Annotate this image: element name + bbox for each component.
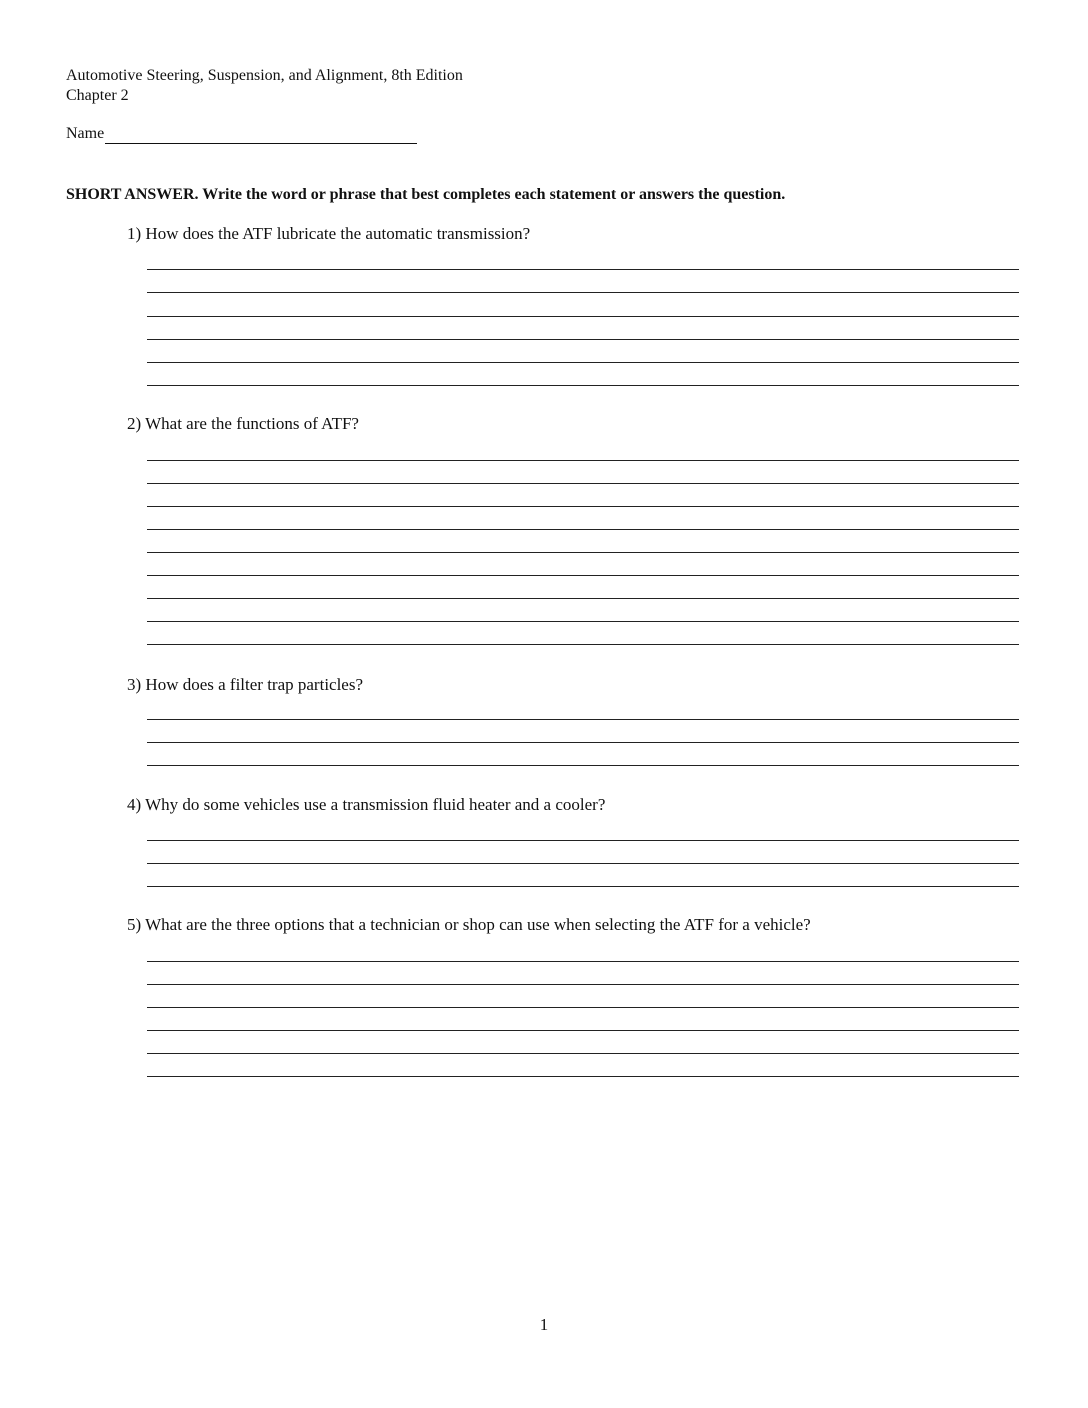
answer-line[interactable] [147, 483, 1019, 484]
answer-line[interactable] [147, 644, 1019, 645]
instructions: SHORT ANSWER. Write the word or phrase that best completes each statement or answers the question. [66, 186, 786, 203]
document-title: Automotive Steering, Suspension, and Alignment, 8th Edition [66, 67, 463, 84]
answer-line[interactable] [147, 529, 1019, 530]
answer-line[interactable] [147, 863, 1019, 864]
chapter-label: Chapter 2 [66, 87, 129, 104]
answer-line[interactable] [147, 598, 1019, 599]
answer-line[interactable] [147, 316, 1019, 317]
name-input-line[interactable] [105, 125, 417, 144]
answer-line[interactable] [147, 575, 1019, 576]
answer-line[interactable] [147, 506, 1019, 507]
question-3: 3) How does a filter trap particles? [127, 675, 364, 694]
answer-line[interactable] [147, 1076, 1019, 1077]
answer-line[interactable] [147, 1007, 1019, 1008]
answer-line[interactable] [147, 1030, 1019, 1031]
answer-line[interactable] [147, 719, 1019, 720]
answer-line[interactable] [147, 339, 1019, 340]
answer-line[interactable] [147, 886, 1019, 887]
answer-line[interactable] [147, 1053, 1019, 1054]
answer-line[interactable] [147, 269, 1019, 270]
name-row [66, 124, 417, 144]
name-label: Name [66, 125, 105, 142]
answer-line[interactable] [147, 961, 1019, 962]
page-number: 1 [539, 1315, 549, 1334]
answer-line[interactable] [147, 552, 1019, 553]
answer-line[interactable] [147, 362, 1019, 363]
answer-line[interactable] [147, 742, 1019, 743]
answer-line[interactable] [147, 765, 1019, 766]
question-1: 1) How does the ATF lubricate the automatic transmission? [127, 224, 531, 243]
question-5: 5) What are the three options that a technician or shop can use when selecting the ATF for a vehicle? [127, 915, 811, 934]
answer-line[interactable] [147, 621, 1019, 622]
answer-line[interactable] [147, 984, 1019, 985]
answer-line[interactable] [147, 385, 1019, 386]
answer-line[interactable] [147, 292, 1019, 293]
answer-line[interactable] [147, 840, 1019, 841]
question-2: 2) What are the functions of ATF? [127, 414, 359, 433]
answer-line[interactable] [147, 460, 1019, 461]
question-4: 4) Why do some vehicles use a transmission fluid heater and a cooler? [127, 795, 606, 814]
